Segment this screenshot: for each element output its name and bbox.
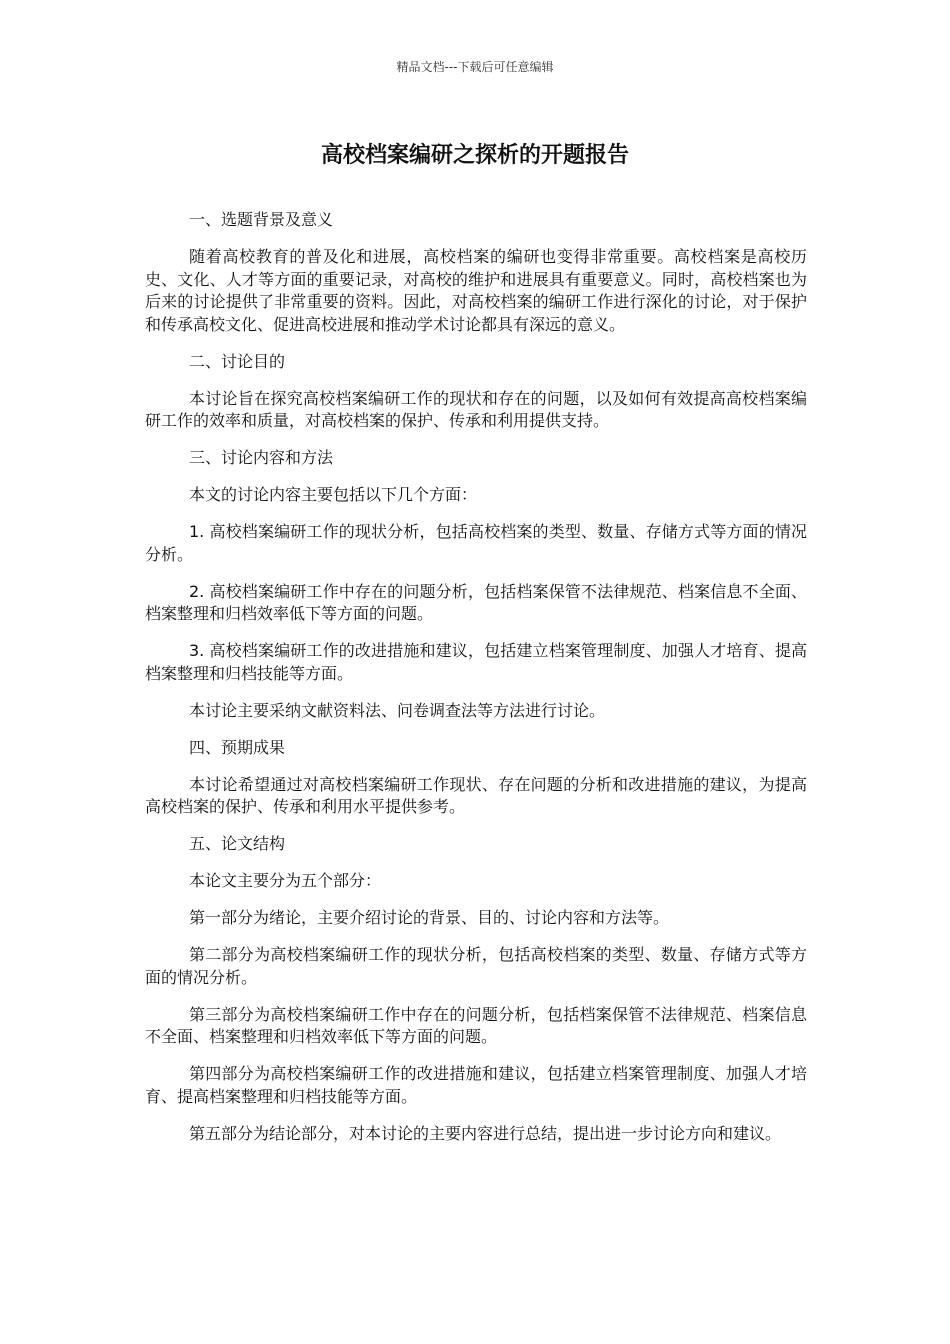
list-item-part-4: 第四部分为高校档案编研工作的改进措施和建议，包括建立档案管理制度、加强人才培育、提高档案整理和归档技能等方面。	[145, 1064, 807, 1106]
list-item-content-1: 1. 高校档案编研工作的现状分析，包括高校档案的类型、数量、存储方式等方面的情况分析。	[145, 522, 807, 564]
section-heading-purpose: 二、讨论目的	[189, 351, 286, 371]
header-note: 精品文档---下载后可任意编辑	[396, 60, 554, 74]
list-item-content-2: 2. 高校档案编研工作中存在的问题分析，包括档案保管不法律规范、档案信息不全面、档案整理和归档效率低下等方面的问题。	[145, 581, 807, 623]
paragraph-expected-results: 本讨论希望通过对高校档案编研工作现状、存在问题的分析和改进措施的建议，为提高高校档案的保护、传承和利用水平提供参考。	[145, 774, 807, 816]
section-heading-background: 一、选题背景及意义	[189, 210, 334, 229]
paragraph-purpose: 本讨论旨在探究高校档案编研工作的现状和存在的问题，以及如何有效提高高校档案编研工作的效率和质量，对高校档案的保护、传承和利用提供支持。	[145, 388, 807, 430]
paragraph-structure-intro: 本论文主要分为五个部分：	[189, 871, 382, 890]
list-item-part-2: 第二部分为高校档案编研工作的现状分析，包括高校档案的类型、数量、存储方式等方面的情况分析。	[145, 945, 807, 987]
list-item-part-1: 第一部分为绪论，主要介绍讨论的背景、目的、讨论内容和方法等。	[189, 908, 670, 927]
paragraph-method: 本讨论主要采纳文献资料法、问卷调查法等方法进行讨论。	[189, 700, 606, 720]
document-body	[145, 209, 807, 1160]
list-item-part-5: 第五部分为结论部分，对本讨论的主要内容进行总结，提出进一步讨论方向和建议。	[189, 1123, 782, 1143]
paragraph-content-intro: 本文的讨论内容主要包括以下几个方面：	[189, 485, 478, 504]
section-heading-structure: 五、论文结构	[189, 834, 286, 853]
page-title: 高校档案编研之探析的开题报告	[320, 143, 629, 168]
list-item-part-3: 第三部分为高校档案编研工作中存在的问题分析，包括档案保管不法律规范、档案信息不全面、档案整理和归档效率低下等方面的问题。	[145, 1004, 807, 1046]
section-heading-expected-results: 四、预期成果	[189, 737, 286, 757]
section-heading-content-method: 三、讨论内容和方法	[189, 448, 334, 467]
list-item-content-3: 3. 高校档案编研工作的改进措施和建议，包括建立档案管理制度、加强人才培育、提高档案整理和归档技能等方面。	[145, 641, 807, 683]
paragraph-background: 随着高校教育的普及化和进展，高校档案的编研也变得非常重要。高校档案是高校历史、文化、人才等方面的重要记录，对高校的维护和进展具有重要意义。同时，高校档案也为后来的讨论提供了非常重要的资料。因此，对高校档案的编研工作进行深化的讨论，对于保护和传承高校文化、促进高校进展和推动学术讨论都具有深远的意义。	[145, 247, 807, 334]
